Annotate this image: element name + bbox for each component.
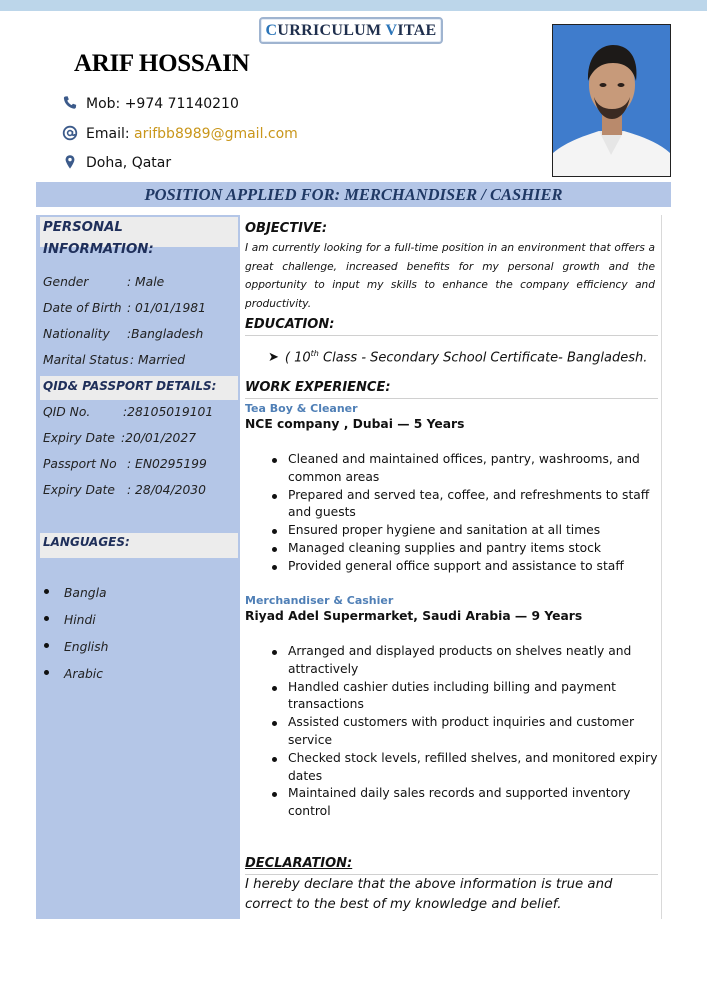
personal-gender-row: [43, 275, 165, 289]
nationality-label: Nationality: [43, 327, 110, 341]
cv-title-letter-v: V: [385, 22, 398, 39]
location-pin-icon: [62, 154, 78, 170]
duty-item: Arranged and displayed products on shelves neatly and attractively: [272, 643, 658, 679]
personal-marital-row: [43, 353, 186, 367]
passport-label: Passport No: [43, 457, 117, 471]
language-item: [44, 586, 107, 600]
duty-item: Ensured proper hygiene and sanitation at all times: [272, 522, 658, 540]
language-name: Bangla: [64, 586, 107, 600]
passport-number-row: [43, 457, 207, 471]
passport-expiry-row: [43, 483, 206, 497]
duty-item: Handled cashier duties including billing and payment transactions: [272, 679, 658, 715]
email-link[interactable]: arifbb8989@gmail.com: [134, 126, 298, 142]
qid-expiry-label: Expiry Date: [43, 431, 115, 445]
bullet-icon: [44, 670, 49, 675]
dob-value: : 01/01/1981: [127, 301, 206, 315]
education-level: ( 10: [284, 350, 311, 366]
language-name: Hindi: [64, 613, 96, 627]
duty-item: Maintained daily sales records and supported inventory control: [272, 785, 658, 821]
declaration-text: I hereby declare that the above information is true and correct to the best of my knowledge and belief.: [245, 877, 613, 912]
cv-title-letter-c: C: [265, 22, 278, 39]
work-experience-heading: WORK EXPERIENCE:: [245, 380, 391, 395]
passport-expiry-value: : 28/04/2030: [127, 483, 206, 497]
declaration-heading: DECLARATION:: [245, 856, 353, 871]
education-item: [268, 349, 647, 365]
bullet-icon: [44, 616, 49, 621]
qid-value: :28105019101: [123, 405, 214, 419]
objective-text: I am currently looking for a full-time position in an environment that offers a great challenge, increased benefits for my personal growth and the opportunity to input my skills to enhance the company efficiency and productivity.: [245, 242, 655, 310]
location-text: Doha, Qatar: [86, 155, 172, 171]
top-accent-bar: [0, 0, 707, 11]
qid-passport-heading: QID& PASSPORT DETAILS:: [40, 376, 238, 400]
job-duties-list: [272, 643, 658, 821]
duty-item: Provided general office support and assistance to staff: [272, 558, 658, 576]
sidebar-panel: [36, 215, 240, 919]
personal-info-heading: PERSONAL INFORMATION:: [40, 217, 238, 247]
job-role: Merchandiser & Cashier: [245, 594, 394, 607]
qid-label: QID No.: [43, 405, 91, 419]
language-item: [44, 640, 108, 654]
marital-value: : Married: [130, 353, 186, 367]
phone-icon: [62, 95, 78, 111]
mobile-text: Mob: +974 71140210: [86, 96, 239, 112]
job-duties-list: [272, 451, 658, 576]
cv-title-mid: URRICULUM: [277, 22, 386, 39]
bullet-icon: [44, 643, 49, 648]
position-applied-banner: POSITION APPLIED FOR: MERCHANDISER / CASHIER: [36, 182, 671, 207]
job-role: Tea Boy & Cleaner: [245, 402, 358, 415]
qid-expiry-value: :20/01/2027: [121, 431, 197, 445]
duty-item: Managed cleaning supplies and pantry items stock: [272, 540, 658, 558]
objective-heading: OBJECTIVE:: [245, 221, 328, 236]
email-label: Email:: [86, 126, 135, 142]
languages-heading: LANGUAGES:: [40, 533, 238, 558]
cv-title-box: [259, 17, 443, 44]
candidate-name: ARIF HOSSAIN: [74, 50, 250, 77]
job-company: NCE company , Dubai — 5 Years: [245, 417, 465, 431]
personal-nationality-row: [43, 327, 204, 341]
education-sup: th: [310, 349, 319, 358]
gender-label: Gender: [43, 275, 89, 289]
job-company: Riyad Adel Supermarket, Saudi Arabia — 9 Years: [245, 609, 583, 623]
duty-item: Checked stock levels, refilled shelves, and monitored expiry dates: [272, 750, 658, 786]
language-item: [44, 613, 96, 627]
bullet-icon: [44, 589, 49, 594]
work-divider: [245, 398, 658, 399]
personal-dob-row: [43, 301, 206, 315]
duty-item: Assisted customers with product inquiries and customer service: [272, 714, 658, 750]
main-content: [240, 215, 662, 919]
nationality-value: :Bangladesh: [127, 327, 204, 341]
gender-value: : Male: [127, 275, 165, 289]
duty-item: Prepared and served tea, coffee, and refreshments to staff and guests: [272, 487, 658, 523]
cv-title-end: ITAE: [397, 22, 437, 39]
language-name: Arabic: [64, 667, 103, 681]
education-detail: Class - Secondary School Certificate- Bangladesh.: [318, 350, 648, 366]
email-at-icon: [62, 125, 78, 141]
education-divider: [245, 335, 658, 336]
duty-item: Cleaned and maintained offices, pantry, washrooms, and common areas: [272, 451, 658, 487]
passport-expiry-label: Expiry Date: [43, 483, 115, 497]
marital-label: Marital Status: [43, 353, 129, 367]
passport-value: : EN0295199: [127, 457, 207, 471]
education-heading: EDUCATION:: [245, 317, 335, 332]
dob-label: Date of Birth: [43, 301, 122, 315]
language-item: [44, 667, 103, 681]
qid-expiry-row: [43, 431, 197, 445]
profile-photo: [552, 24, 671, 177]
language-name: English: [64, 640, 109, 654]
qid-number-row: [43, 405, 214, 419]
arrow-bullet-icon: ➤: [268, 350, 279, 366]
